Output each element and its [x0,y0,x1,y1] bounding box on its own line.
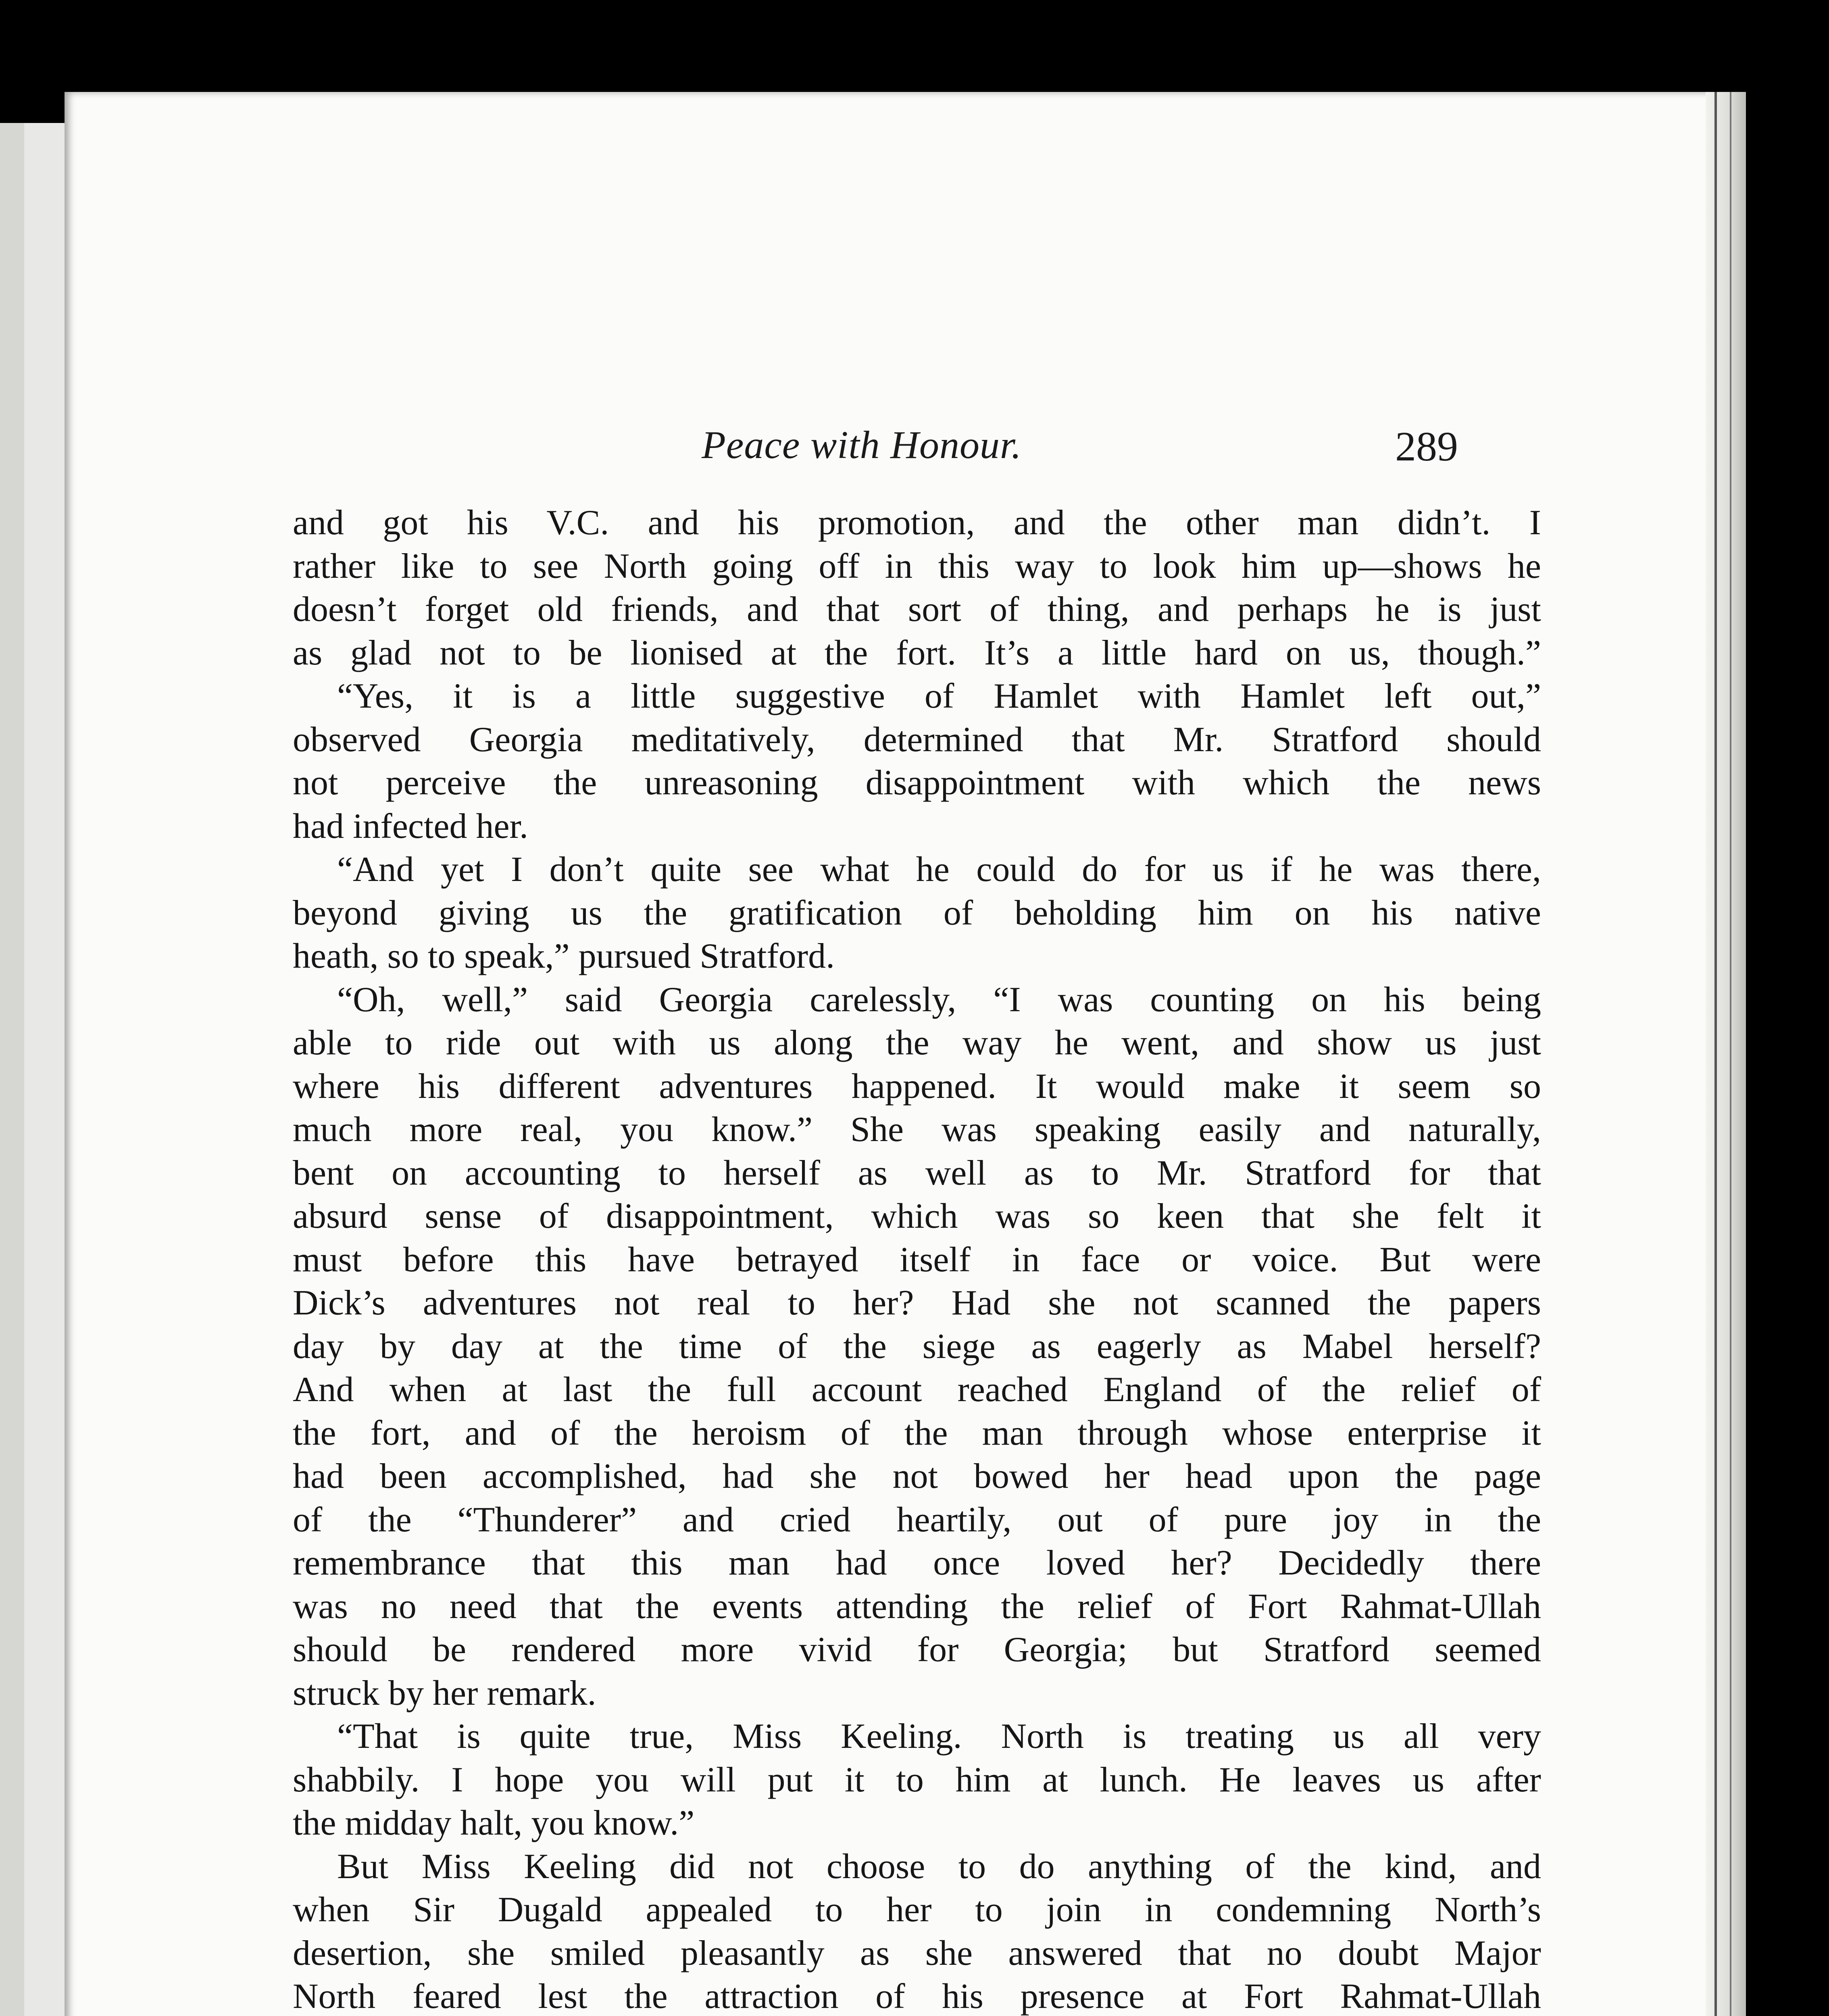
text-line: “Oh, well,” said Georgia carelessly, “I was counting on his being [337,980,1541,1019]
text-line: shabbily. I hope you will put it to him at lunch. He leaves us after [293,1760,1541,1799]
text-line: as glad not to be lionised at the fort. It’s a little hard on us, though.” [293,633,1541,673]
text-line: where his different adventures happened. It would make it seem so [293,1066,1541,1106]
text-line: able to ride out with us along the way he went, and show us just [293,1023,1541,1062]
text-line: had infected her. [293,806,528,846]
text-line: And when at last the full account reached England of the relief of [293,1370,1541,1409]
text-line: North feared lest the attraction of his presence at Fort Rahmat-Ullah [293,1977,1541,2016]
page-header [65,423,1718,471]
text-line: when Sir Dugald appealed to her to join in condemning North’s [293,1890,1541,1929]
text-line: absurd sense of disappointment, which was so keen that she felt it [293,1197,1541,1236]
text-line: “And yet I don’t quite see what he could do for us if he was there, [337,850,1541,889]
page-number: 289 [1395,423,1458,470]
page-edge-line [1730,92,1731,2016]
text-line: But Miss Keeling did not choose to do anything of the kind, and [337,1847,1541,1886]
page-stack-edge [1706,92,1746,2016]
text-line: much more real, you know.” She was speaking easily and naturally, [293,1110,1541,1149]
text-line: beyond giving us the gratification of beholding him on his native [293,893,1541,933]
text-line: desertion, she smiled pleasantly as she answered that no doubt Major [293,1933,1541,1973]
page-edge-line [1714,92,1717,2016]
text-line: day by day at the time of the siege as eagerly as Mabel herself? [293,1327,1541,1366]
text-line: was no need that the events attending the relief of Fort Rahmat-Ullah [293,1587,1541,1626]
text-line: must before this have betrayed itself in face or voice. But were [293,1240,1541,1279]
text-line: should be rendered more vivid for Georgia; but Stratford seemed [293,1630,1541,1669]
left-page-gutter [0,123,24,2016]
body-text [293,501,1541,2016]
text-line: had been accomplished, had she not bowed her head upon the page [293,1457,1541,1496]
book-page [65,92,1718,2016]
text-line: doesn’t forget old friends, and that sort of thing, and perhaps he is just [293,590,1541,629]
text-line: remembrance that this man had once loved her? Decidedly there [293,1543,1541,1583]
text-line: Dick’s adventures not real to her? Had she not scanned the papers [293,1283,1541,1322]
text-line: the midday halt, you know.” [293,1804,695,1843]
text-line: rather like to see North going off in this way to look him up—shows he [293,546,1541,586]
text-line: observed Georgia meditatively, determined that Mr. Stratford should [293,720,1541,759]
text-line: bent on accounting to herself as well as to Mr. Stratford for that [293,1153,1541,1193]
text-line: of the “Thunderer” and cried heartily, out of pure joy in the [293,1500,1541,1539]
running-title: Peace with Honour. [702,423,1022,467]
text-line: the fort, and of the heroism of the man through whose enterprise it [293,1413,1541,1453]
text-line: heath, so to speak,” pursued Stratford. [293,937,835,976]
text-line: “That is quite true, Miss Keeling. North is treating us all very [337,1717,1541,1756]
text-line: “Yes, it is a little suggestive of Hamlet with Hamlet left out,” [337,677,1541,716]
text-line: not perceive the unreasoning disappointment with which the news [293,763,1541,802]
text-line: and got his V.C. and his promotion, and the other man didn’t. I [293,503,1541,542]
text-line: struck by her remark. [293,1673,596,1713]
